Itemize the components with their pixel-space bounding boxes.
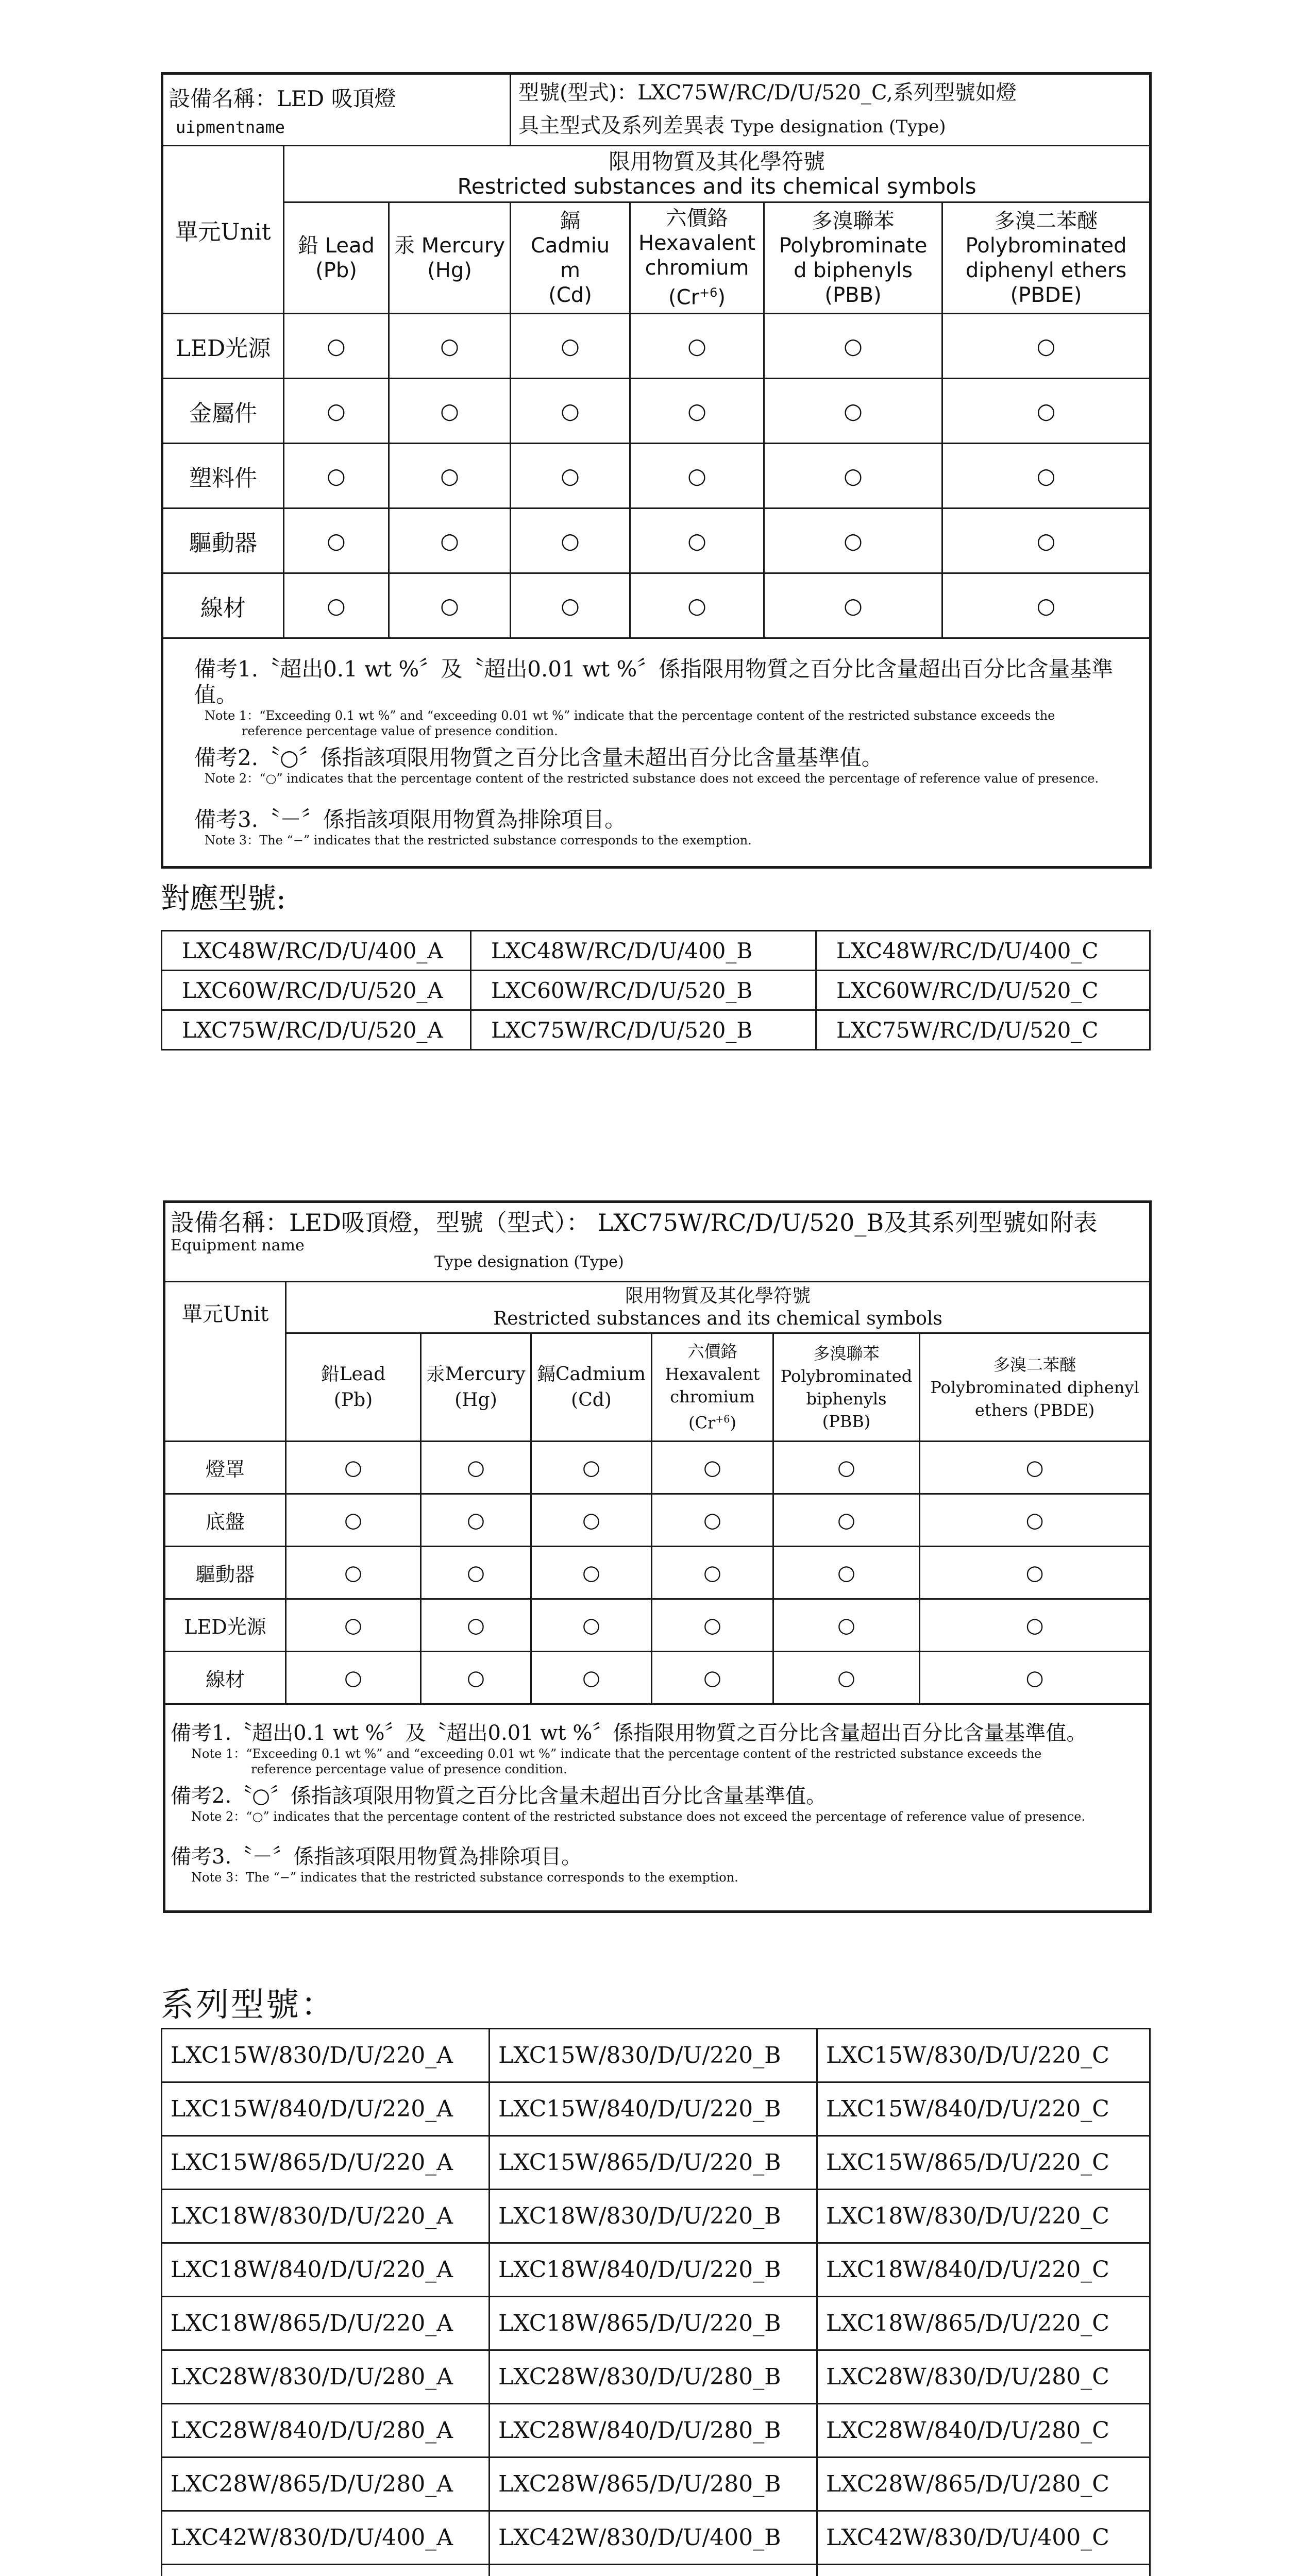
model-number: LXC28W/865/D/U/280_A [162,2458,490,2511]
compliance-mark: ○ [652,1652,773,1704]
note-3-zh: 備考3.〝－〞係指該項限用物質為排除項目。 [194,807,627,832]
compliance-mark: ○ [652,1494,773,1547]
substance-header-line: 汞 Mercury [394,233,505,258]
compliance-mark: ○ [286,1494,421,1547]
substance-header-line: $(Cr^{+6})$ [668,285,726,310]
substance-header-line: (Cd) [571,1389,612,1411]
model-number: LXC15W/865/D/U/220_A [162,2136,490,2190]
unit-name: LED光源 [162,314,284,379]
substance-header-line: diphenyl ethers [965,258,1127,282]
model-number: LXC75W/RC/D/U/520_B [471,1010,816,1050]
model-row [162,2190,1150,2243]
compliance-mark: ○ [421,1547,531,1599]
note-3-en: Note 3：The “−” indicates that the restricted substance corresponds to the exemption. [205,833,752,848]
compliance-mark: ○ [920,1599,1151,1652]
compliance-mark: ○ [942,573,1151,638]
substance-column-header [764,202,942,314]
compliance-mark: ○ [942,509,1151,573]
unit-header: 單元Unit [162,146,284,314]
model-number: LXC15W/830/D/U/220_B [490,2029,817,2082]
substance-header-line: Polybrominated [780,1366,913,1386]
substance-header-line: Hexavalent [638,231,756,255]
equipment-label: 設備名稱：LED 吸頂燈 [169,86,396,111]
model-number: LXC18W/840/D/U/220_C [817,2243,1150,2297]
compliance-mark: ○ [531,1652,652,1704]
compliance-mark: ○ [284,314,389,379]
model-number: LXC28W/840/D/U/280_A [162,2404,490,2458]
note-2-en: Note 2：“○” indicates that the percentage content of the restricted substance does not exceed the percentage of reference value of presence. [205,771,1099,786]
compliance-mark: ○ [284,509,389,573]
compliance-mark: ○ [773,1652,920,1704]
model-row [162,2350,1150,2404]
compliance-mark: ○ [389,314,511,379]
substance-header-line: 六價鉻 [666,206,728,230]
model-number: LXC60W/RC/D/U/520_A [162,971,471,1010]
substance-header-line: 汞Mercury [426,1363,526,1385]
compliance-mark: ○ [284,379,389,444]
compliance-mark: ○ [764,314,942,379]
compliance-mark: ○ [630,314,764,379]
substance-header-line: (Cd) [548,283,592,307]
compliance-mark: ○ [286,1442,421,1494]
note-2-en-2: Note 2：“○” indicates that the percentage content of the restricted substance does not exceed the percentage of reference value of presence. [191,1809,1086,1824]
model-row [162,2082,1150,2136]
substance-column-header [286,1333,421,1442]
type-line-1: 型號(型式)：LXC75W/RC/D/U/520_C,系列型號如燈 [518,81,1017,105]
substance-header-line: 多溴二苯醚 [995,209,1098,233]
type-en: Type designation (Type) [731,116,946,137]
model-number: LXC18W/865/D/U/220_A [162,2297,490,2350]
notes-cell-2 [164,1704,1151,1912]
note-1-zh-2: 備考1.〝超出0.1 wt %〞及〝超出0.01 wt %〞係指限用物質之百分比含量超出百分比含量基準值。 [171,1721,1087,1745]
compliance-mark: ○ [421,1442,531,1494]
substance-column-header [942,202,1151,314]
substance-row [162,444,1151,509]
notes-cell [162,638,1151,868]
model-number: LXC15W/840/D/U/220_B [490,2082,817,2136]
substance-column-header [511,202,630,314]
substance-column-header [284,202,389,314]
compliance-mark: ○ [630,444,764,509]
substance-header-line: 鉛 Lead [298,233,375,258]
model-number: LXC15W/830/D/U/220_A [162,2029,490,2082]
rohs-table-2 [163,1200,1152,1913]
substance-column-header [652,1333,773,1442]
compliance-mark: ○ [286,1652,421,1704]
model-number: LXC48W/RC/D/U/400_C [816,931,1150,971]
table-2-title: 設備名稱：LED吸頂燈，型號（型式）： LXC75W/RC/D/U/520_B及其系列型號如附表 [171,1209,1098,1236]
model-row [162,2136,1150,2190]
model-number: LXC18W/865/D/U/220_B [490,2297,817,2350]
substance-column-header [421,1333,531,1442]
compliance-mark: ○ [773,1494,920,1547]
note-3-zh-2: 備考3.〝－〞係指該項限用物質為排除項目。 [171,1845,582,1869]
model-number: LXC28W/840/D/U/280_B [490,2404,817,2458]
substance-header-line: Cadmiu [530,233,610,258]
note-1-zh: 備考1.〝超出0.1 wt %〞及〝超出0.01 wt %〞係指限用物質之百分比含量超出百分比含量基準值。 [194,656,1114,707]
compliance-mark: ○ [389,509,511,573]
model-row [162,2511,1150,2565]
compliance-mark: ○ [421,1599,531,1652]
substance-column-header [389,202,511,314]
model-number: LXC28W/830/D/U/280_C [817,2350,1150,2404]
model-number: LXC42W/830/D/U/400_A [162,2511,490,2565]
substance-header-line: (Hg) [427,258,472,282]
model-number: LXC18W/830/D/U/220_B [490,2190,817,2243]
substance-header-line: Polybrominated diphenyl [930,1377,1139,1397]
model-number: LXC18W/830/D/U/220_A [162,2190,490,2243]
substance-header-line: $(Cr^{+6})$ [688,1413,737,1433]
compliance-mark: ○ [511,573,630,638]
substance-header-line: (Hg) [454,1389,497,1411]
unit-name: 燈罩 [164,1442,286,1494]
note-1-en-cont-2: reference percentage value of presence condition. [251,1762,567,1776]
compliance-mark: ○ [630,573,764,638]
model-number: LXC28W/840/D/U/280_C [817,2404,1150,2458]
model-number: LXC15W/830/D/U/220_C [817,2029,1150,2082]
substance-row [164,1547,1151,1599]
model-number: LXC15W/865/D/U/220_B [490,2136,817,2190]
model-number [490,2565,817,2576]
compliance-mark: ○ [531,1442,652,1494]
model-row [162,2297,1150,2350]
model-row [162,2243,1150,2297]
compliance-mark: ○ [389,573,511,638]
compliance-mark: ○ [942,314,1151,379]
substance-header-line: 鉛Lead [321,1363,386,1385]
model-number: LXC28W/830/D/U/280_A [162,2350,490,2404]
compliance-mark: ○ [764,379,942,444]
substance-header-line: 鎘Cadmium [536,1363,646,1385]
compliance-mark: ○ [773,1547,920,1599]
model-number: LXC42W/830/D/U/400_B [490,2511,817,2565]
substance-row [164,1599,1151,1652]
compliance-mark: ○ [421,1652,531,1704]
compliance-mark: ○ [773,1599,920,1652]
equipment-en: uipmentname [176,117,285,137]
model-row [162,931,1150,971]
model-number: LXC18W/840/D/U/220_A [162,2243,490,2297]
model-number: LXC18W/830/D/U/220_C [817,2190,1150,2243]
compliance-mark: ○ [511,379,630,444]
model-number: LXC42W/830/D/U/400_C [817,2511,1150,2565]
compliance-mark: ○ [764,573,942,638]
substance-header-line: biphenyls [806,1388,887,1409]
substance-header-line: 多溴二苯醚 [993,1354,1076,1375]
note-2-zh: 備考2.〝○〞係指該項限用物質之百分比含量未超出百分比含量基準值。 [194,745,883,770]
type-en-2: Type designation (Type) [434,1253,624,1271]
substance-header-line: m [560,258,581,282]
substance-header-line: (Pb) [315,258,357,282]
table-2-header [164,1202,1151,1282]
compliance-mark: ○ [920,1494,1151,1547]
models-1-label: 對應型號: [161,882,286,916]
compliance-mark: ○ [652,1599,773,1652]
unit-name: 線材 [162,573,284,638]
compliance-mark: ○ [764,444,942,509]
model-row [162,2404,1150,2458]
substance-header-line: 多溴聯苯 [813,1343,880,1363]
restricted-en-2: Restricted substances and its chemical symbols [493,1308,942,1329]
model-number: LXC28W/865/D/U/280_C [817,2458,1150,2511]
substance-row [164,1494,1151,1547]
models-2-label: 系列型號： [161,1986,336,2024]
compliance-mark: ○ [531,1547,652,1599]
compliance-mark: ○ [630,379,764,444]
restricted-zh: 限用物質及其化學符號 [609,148,826,174]
type-designation-cell [511,74,1151,146]
restricted-header [284,146,1151,202]
compliance-mark: ○ [942,444,1151,509]
compliance-mark: ○ [630,509,764,573]
compliance-mark: ○ [389,444,511,509]
compliance-mark: ○ [511,444,630,509]
compliance-mark: ○ [920,1547,1151,1599]
compliance-mark: ○ [920,1652,1151,1704]
substance-row [162,314,1151,379]
compliance-mark: ○ [511,314,630,379]
unit-name: 底盤 [164,1494,286,1547]
restricted-zh-2: 限用物質及其化學符號 [625,1285,811,1307]
substance-header-line: 六價鉻 [687,1342,737,1362]
model-row [162,1010,1150,1050]
model-number: LXC15W/840/D/U/220_A [162,2082,490,2136]
compliance-mark: ○ [389,379,511,444]
compliance-mark: ○ [764,509,942,573]
note-1-en-cont: reference percentage value of presence condition. [242,724,558,738]
model-number: LXC15W/865/D/U/220_C [817,2136,1150,2190]
substance-row [162,509,1151,573]
compliance-mark: ○ [511,509,630,573]
note-2-zh-2: 備考2.〝○〞係指該項限用物質之百分比含量未超出百分比含量基準值。 [171,1784,827,1808]
substance-header-line: 鎘 [560,209,581,233]
model-number: LXC48W/RC/D/U/400_B [471,931,816,971]
substance-header-line: d biphenyls [794,258,913,282]
compliance-mark: ○ [773,1442,920,1494]
unit-name: 驅動器 [164,1547,286,1599]
substance-header-line: Polybrominated [965,233,1127,258]
substance-header-line: (PBB) [824,283,882,307]
substance-header-line: (Pb) [333,1389,373,1411]
model-number: LXC28W/865/D/U/280_B [490,2458,817,2511]
models-table-1 [161,930,1151,1050]
compliance-mark: ○ [421,1494,531,1547]
model-number [817,2565,1150,2576]
substance-row [164,1652,1151,1704]
model-number: LXC15W/840/D/U/220_C [817,2082,1150,2136]
substance-row [164,1442,1151,1494]
unit-header-2: 單元Unit [164,1282,286,1442]
compliance-mark: ○ [531,1599,652,1652]
model-row [162,2565,1150,2576]
substance-header-line: 多溴聯苯 [812,209,895,233]
model-row [162,2458,1150,2511]
model-row [162,2029,1150,2082]
model-number: LXC18W/865/D/U/220_C [817,2297,1150,2350]
restricted-en: Restricted substances and its chemical symbols [457,173,976,199]
compliance-mark: ○ [284,444,389,509]
compliance-mark: ○ [284,573,389,638]
model-number: LXC60W/RC/D/U/520_B [471,971,816,1010]
models-table-2 [161,2028,1151,2576]
note-1-en: Note 1：“Exceeding 0.1 wt %” and “exceeding 0.01 wt %” indicate that the percentage content of the restricted substance exceeds the [205,708,1055,723]
substance-column-header [531,1333,652,1442]
substance-header-line: chromium [670,1387,755,1407]
note-1-en-2: Note 1：“Exceeding 0.1 wt %” and “exceeding 0.01 wt %” indicate that the percentage content of the restricted substance exceeds the [191,1747,1042,1761]
restricted-header-2 [286,1282,1151,1333]
unit-name: 驅動器 [162,509,284,573]
equipment-name-cell [162,74,511,146]
substance-header-line: Polybrominate [779,233,928,258]
compliance-mark: ○ [920,1442,1151,1494]
substance-column-header [773,1333,920,1442]
compliance-mark: ○ [942,379,1151,444]
unit-name: 塑料件 [162,444,284,509]
compliance-mark: ○ [652,1442,773,1494]
unit-name: 金屬件 [162,379,284,444]
substance-column-header [630,202,764,314]
model-row [162,971,1150,1010]
substance-header-line: chromium [645,256,749,280]
type-line-2: 具主型式及系列差異表 [518,114,725,138]
substance-header-line: Hexavalent [665,1364,760,1384]
rohs-table-1 [161,72,1152,869]
substance-header-line: (PBDE) [1010,283,1082,307]
unit-name: LED光源 [164,1599,286,1652]
model-number: LXC75W/RC/D/U/520_A [162,1010,471,1050]
compliance-mark: ○ [286,1599,421,1652]
compliance-mark: ○ [652,1547,773,1599]
model-number: LXC48W/RC/D/U/400_A [162,931,471,971]
compliance-mark: ○ [286,1547,421,1599]
substance-row [162,573,1151,638]
compliance-mark: ○ [531,1494,652,1547]
substance-header-line: ethers (PBDE) [974,1400,1095,1420]
substance-header-line: (PBB) [822,1411,871,1431]
equipment-en-2: Equipment name [171,1236,305,1255]
model-number: LXC75W/RC/D/U/520_C [816,1010,1150,1050]
model-number: LXC28W/830/D/U/280_B [490,2350,817,2404]
substance-column-header [920,1333,1151,1442]
substance-row [162,379,1151,444]
model-number [162,2565,490,2576]
model-number: LXC60W/RC/D/U/520_C [816,971,1150,1010]
unit-name: 線材 [164,1652,286,1704]
model-number: LXC18W/840/D/U/220_B [490,2243,817,2297]
note-3-en-2: Note 3：The “−” indicates that the restricted substance corresponds to the exemption. [191,1870,738,1885]
